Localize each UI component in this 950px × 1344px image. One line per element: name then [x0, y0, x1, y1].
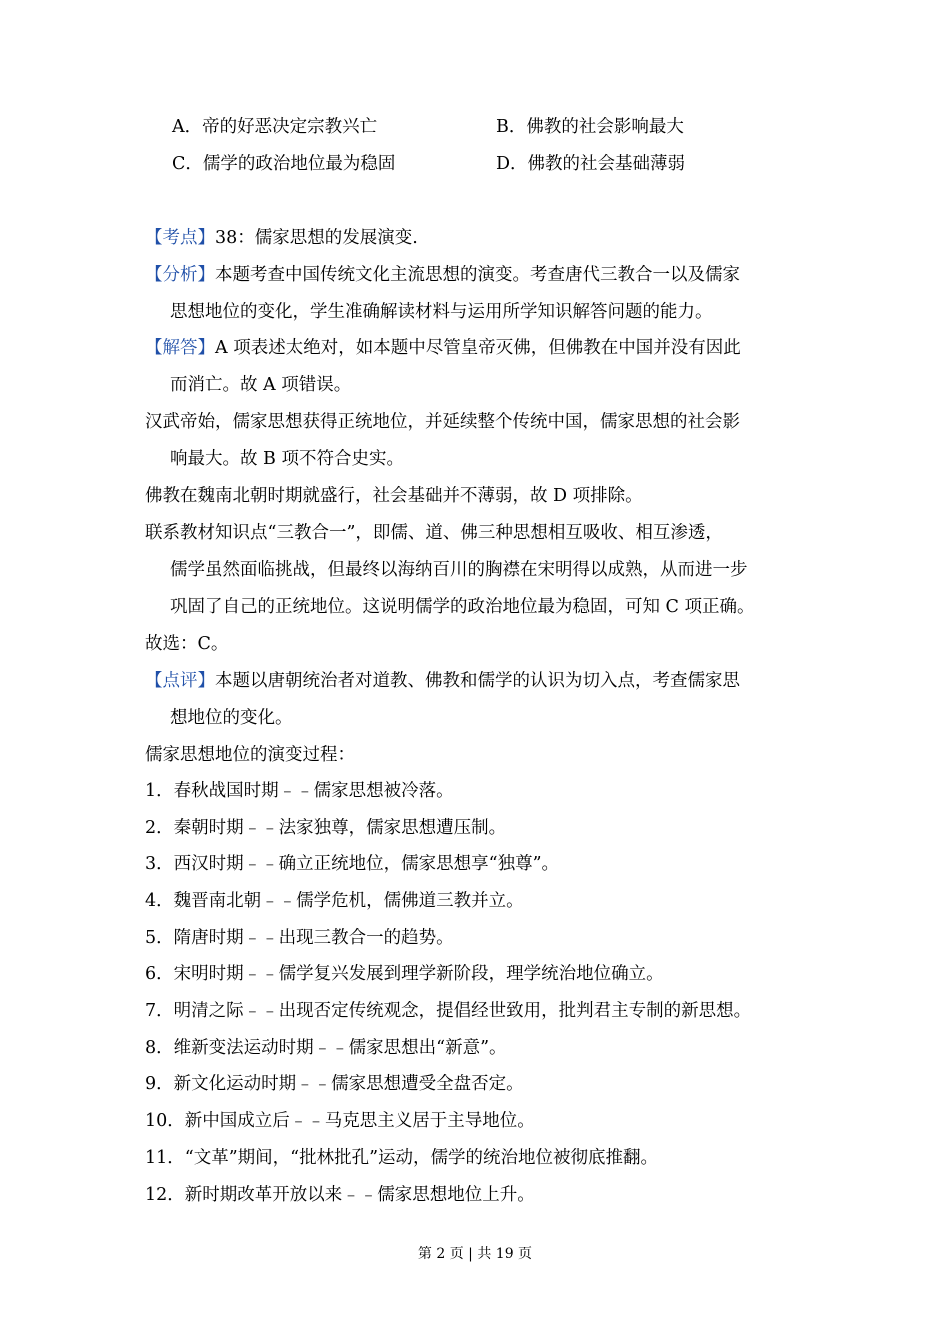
dianping-tag: 【点评】 [145, 671, 215, 691]
para3-line-2: 儒学虽然面临挑战，但最终以海纳百川的胸襟在宋明得以成熟，从而进一步 [170, 560, 748, 580]
jieda-tag: 【解答】 [145, 338, 215, 358]
kaodian-line [145, 226, 418, 250]
list-title: 儒家思想地位的演变过程： [145, 745, 355, 765]
stage-item: 11．“文革”期间，“批林批孔”运动，儒学的统治地位被彻底推翻。 [145, 1148, 659, 1168]
option-d [496, 152, 685, 176]
dianping-line-1 [145, 669, 740, 693]
stage-item: 5．隋唐时期﹣﹣出现三教合一的趋势。 [145, 928, 454, 948]
option-a-key: A． [172, 117, 203, 137]
option-a-text: 帝的好恶决定宗教兴亡 [202, 117, 378, 137]
para3-line-1: 联系教材知识点“三教合一”，即儒、道、佛三种思想相互吸收、相互渗透， [145, 523, 723, 543]
kaodian-text: 38：儒家思想的发展演变. [215, 228, 418, 248]
jieda-text-1: A 项表述太绝对，如本题中尽管皇帝灭佛，但佛教在中国并没有因此 [215, 338, 741, 358]
option-b [496, 115, 684, 139]
option-b-text: 佛教的社会影响最大 [526, 117, 684, 137]
stage-item: 12．新时期改革开放以来﹣﹣儒家思想地位上升。 [145, 1185, 535, 1205]
option-c-text: 儒学的政治地位最为稳固 [202, 154, 396, 174]
para3-line-3: 巩固了自己的正统地位。这说明儒学的政治地位最为稳固，可知 C 项正确。 [170, 597, 755, 617]
jieda-line-2: 而消亡。故 A 项错误。 [170, 375, 352, 395]
option-a [172, 115, 377, 139]
jieda-line-1 [145, 336, 741, 360]
option-c-key: C． [172, 154, 203, 174]
stage-item: 9．新文化运动时期﹣﹣儒家思想遭受全盘否定。 [145, 1074, 524, 1094]
para2-line-1: 佛教在魏南北朝时期就盛行，社会基础并不薄弱，故 D 项排除。 [145, 486, 643, 506]
stage-item: 6．宋明时期﹣﹣儒学复兴发展到理学新阶段，理学统治地位确立。 [145, 964, 664, 984]
fenxi-text-1: 本题考查中国传统文化主流思想的演变。考查唐代三教合一以及儒家 [215, 265, 740, 285]
option-b-key: B． [496, 117, 527, 137]
para1-line-2: 响最大。故 B 项不符合史实。 [170, 449, 404, 469]
para1-line-1: 汉武帝始，儒家思想获得正统地位，并延续整个传统中国，儒家思想的社会影 [145, 412, 740, 432]
stage-item: 1．春秋战国时期﹣﹣儒家思想被冷落。 [145, 781, 454, 801]
stage-item: 7．明清之际﹣﹣出现否定传统观念，提倡经世致用，批判君主专制的新思想。 [145, 1001, 752, 1021]
stage-item: 4．魏晋南北朝﹣﹣儒学危机，儒佛道三教并立。 [145, 891, 524, 911]
dianping-text-1: 本题以唐朝统治者对道教、佛教和儒学的认识为切入点，考查儒家思 [215, 671, 740, 691]
option-d-key: D． [496, 154, 528, 174]
option-d-text: 佛教的社会基础薄弱 [527, 154, 686, 174]
fenxi-tag: 【分析】 [145, 265, 215, 285]
page-footer: 第 2 页 | 共 19 页 [417, 1246, 533, 1262]
stage-item: 3．西汉时期﹣﹣确立正统地位，儒家思想享“独尊”。 [145, 854, 560, 874]
stage-item: 10．新中国成立后﹣﹣马克思主义居于主导地位。 [145, 1111, 535, 1131]
option-c [172, 152, 395, 176]
stage-item: 2．秦朝时期﹣﹣法家独尊，儒家思想遭压制。 [145, 818, 507, 838]
kaodian-tag: 【考点】 [145, 228, 215, 248]
stage-item: 8．维新变法运动时期﹣﹣儒家思想出“新意”。 [145, 1038, 507, 1058]
fenxi-line-1 [145, 263, 740, 287]
dianping-line-2: 想地位的变化。 [170, 708, 293, 728]
answer-line: 故选：C。 [145, 634, 229, 654]
fenxi-line-2: 思想地位的变化，学生准确解读材料与运用所学知识解答问题的能力。 [170, 302, 713, 322]
